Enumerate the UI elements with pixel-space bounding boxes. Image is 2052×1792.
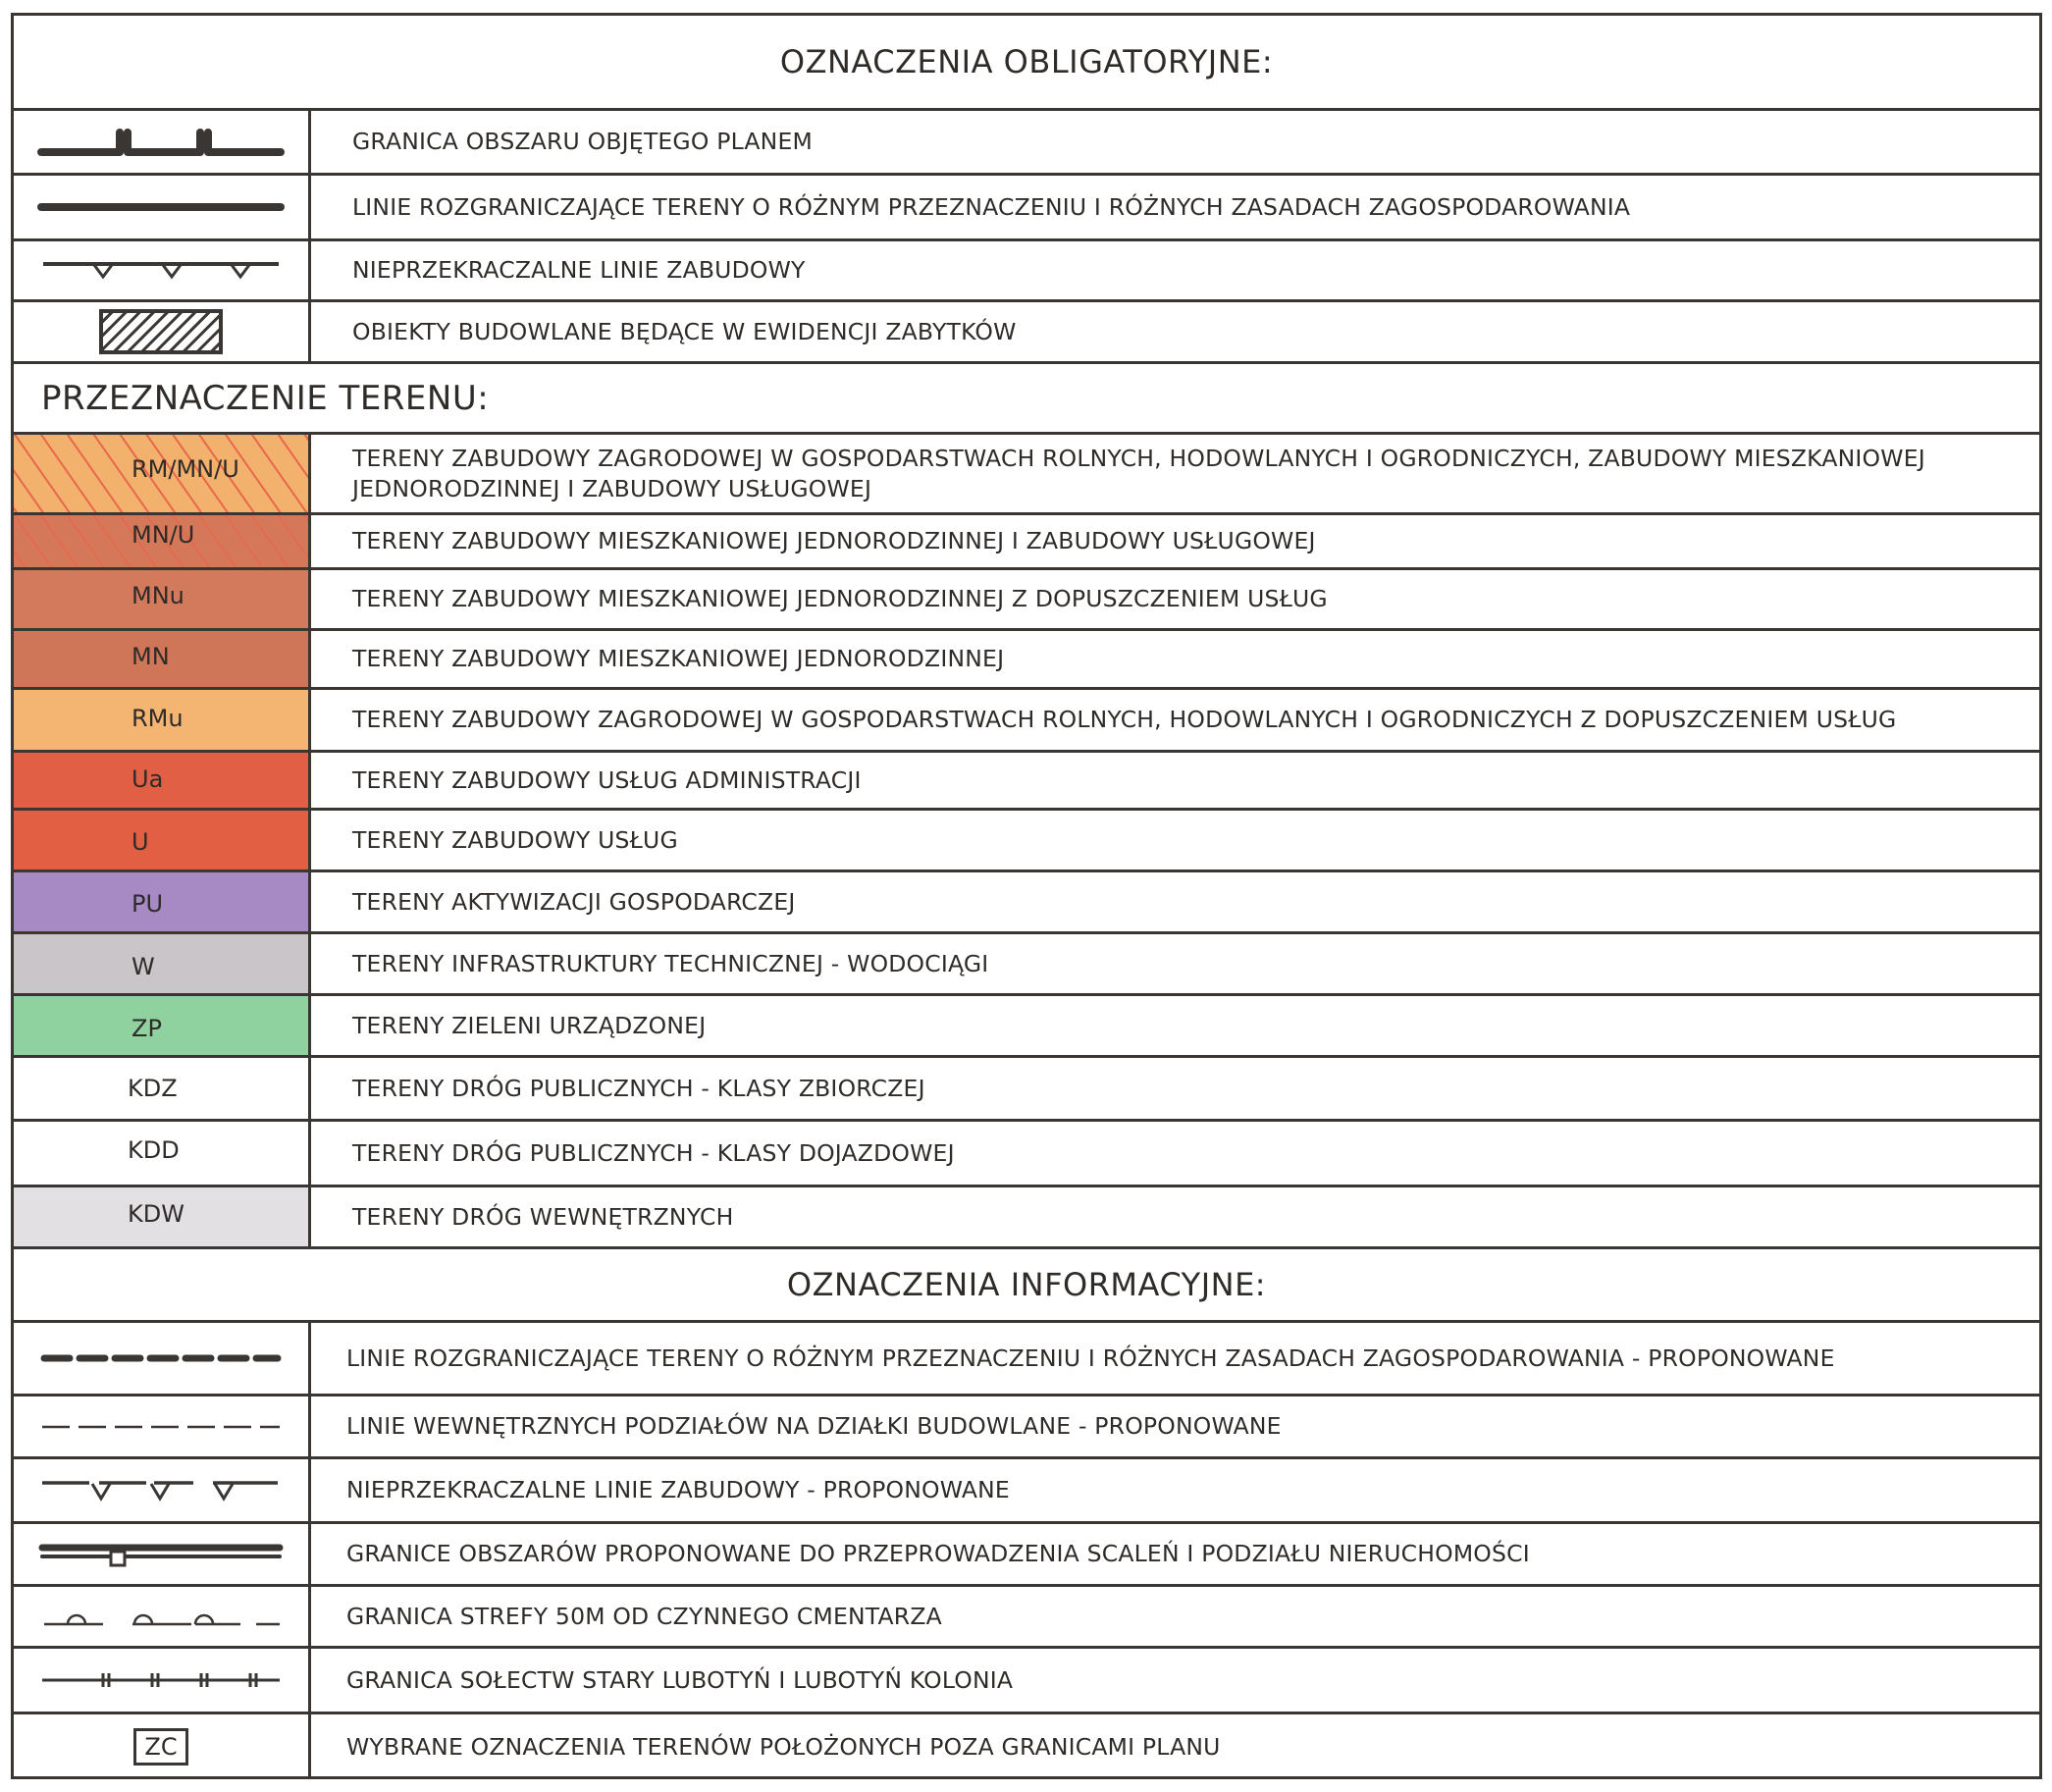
thin-dashed-line-icon — [14, 1397, 311, 1456]
hatched-rectangle-icon — [14, 302, 311, 361]
legend-label: TERENY ZABUDOWY MIESZKANIOWEJ JEDNORODZINNEJ Z DOPUSZCZENIEM USŁUG — [352, 585, 1328, 612]
land-use-row — [14, 690, 2039, 753]
land-use-title: PRZEZNACZENIE TERENU: — [41, 378, 490, 418]
legend-row — [14, 1714, 2039, 1779]
legend-label-line: JEDNORODZINNEJ I ZABUDOWY USŁUGOWEJ — [352, 474, 872, 502]
land-use-swatch-pu — [14, 872, 311, 931]
land-use-code: KDZ — [128, 1075, 178, 1102]
land-use-header — [14, 364, 2039, 435]
legend-label: TERENY ZABUDOWY USŁUG ADMINISTRACJI — [352, 765, 862, 794]
land-use-code: MNu — [132, 581, 184, 609]
land-use-row — [14, 753, 2039, 811]
legend-row — [14, 1323, 2039, 1397]
land-use-row — [14, 934, 2039, 996]
legend-row — [14, 1524, 2039, 1587]
land-use-row — [14, 1058, 2039, 1122]
legend-row — [14, 1587, 2039, 1649]
land-use-code: RM/MN/U — [132, 454, 239, 483]
double-line-with-square-icon — [14, 1524, 311, 1584]
land-use-swatch-mn-u — [14, 515, 311, 567]
line-with-ticks-icon — [14, 1649, 311, 1712]
land-use-row — [14, 872, 2039, 934]
legend-label: LINIE ROZGRANICZAJĄCE TERENY O RÓŻNYM PRZEZNACZENIU I RÓŻNYCH ZASADACH ZAGOSPODAROWANIA — [352, 192, 1631, 221]
legend-label: TERENY ZABUDOWY MIESZKANIOWEJ JEDNORODZINNEJ — [352, 645, 1005, 672]
land-use-code: W — [132, 953, 155, 980]
land-use-swatch-rm-mn-u — [14, 435, 311, 512]
plan-boundary-line-icon — [14, 111, 311, 173]
land-use-row — [14, 435, 2039, 515]
boxed-code-icon — [14, 1714, 311, 1779]
zone-code-box: ZC — [133, 1728, 187, 1766]
legend-label: TERENY INFRASTRUKTURY TECHNICZNEJ - WODOCIĄGI — [352, 949, 989, 977]
legend-label — [311, 435, 2039, 512]
thick-dashed-line-icon — [14, 1323, 311, 1394]
legend-label: TERENY DRÓG WEWNĘTRZNYCH — [352, 1202, 734, 1231]
legend-label: OBIEKTY BUDOWLANE BĘDĄCE W EWIDENCJI ZABYTKÓW — [352, 317, 1017, 345]
legend-label: TERENY ZABUDOWY ZAGRODOWEJ W GOSPODARSTWACH ROLNYCH, HODOWLANYCH I OGRODNICZYCH Z DOPUSZCZENIEM USŁUG — [352, 706, 1897, 733]
legend-row — [14, 1649, 2039, 1714]
land-use-code: KDW — [128, 1200, 184, 1228]
legend-label: GRANICA STREFY 50M OD CZYNNEGO CMENTARZA — [346, 1602, 942, 1630]
legend-label: WYBRANE OZNACZENIA TERENÓW POŁOŻONYCH POZA GRANICAMI PLANU — [346, 1732, 1221, 1761]
building-line-triangles-icon — [14, 241, 311, 299]
land-use-code: MN/U — [132, 520, 195, 549]
land-use-swatch-zp — [14, 996, 311, 1055]
land-use-swatch-mnu — [14, 570, 311, 628]
land-use-swatch-kdw — [14, 1187, 311, 1246]
legend-label: NIEPRZEKRACZALNE LINIE ZABUDOWY - PROPONOWANE — [346, 1476, 1010, 1503]
land-use-code: KDD — [128, 1136, 180, 1164]
legend-frame — [11, 13, 2042, 1779]
legend-row — [14, 241, 2039, 302]
legend-label: GRANICE OBSZARÓW PROPONOWANE DO PRZEPROWADZENIA SCALEŃ I PODZIAŁU NIERUCHOMOŚCI — [346, 1540, 1530, 1567]
land-use-code: RMu — [132, 704, 184, 732]
land-use-swatch-u — [14, 811, 311, 870]
land-use-code: ZP — [132, 1015, 162, 1042]
land-use-code: Ua — [132, 765, 164, 793]
land-use-swatch-w — [14, 934, 311, 993]
obligatory-title: OZNACZENIA OBLIGATORYJNE: — [779, 43, 1274, 80]
legend-label: TERENY ZABUDOWY MIESZKANIOWEJ JEDNORODZINNEJ I ZABUDOWY USŁUGOWEJ — [352, 527, 1316, 554]
legend-label: NIEPRZEKRACZALNE LINIE ZABUDOWY — [352, 256, 806, 284]
solid-demarcation-line-icon — [14, 176, 311, 238]
legend-label: TERENY ZIELENI URZĄDZONEJ — [352, 1011, 707, 1039]
land-use-row — [14, 1122, 2039, 1187]
legend-row — [14, 302, 2039, 364]
legend-label: LINIE WEWNĘTRZNYCH PODZIAŁÓW NA DZIAŁKI BUDOWLANE - PROPONOWANE — [346, 1412, 1282, 1440]
land-use-swatch-mn — [14, 631, 311, 687]
legend-row — [14, 1459, 2039, 1524]
land-use-row — [14, 996, 2039, 1058]
informative-header — [14, 1249, 2039, 1323]
legend-label-line: TERENY ZABUDOWY ZAGRODOWEJ W GOSPODARSTWACH ROLNYCH, HODOWLANYCH I OGRODNICZYCH, ZABUDOWY MIESZKANIOWEJ — [352, 444, 1925, 472]
land-use-swatch-kdd — [14, 1122, 311, 1185]
land-use-row — [14, 1187, 2039, 1249]
land-use-row — [14, 811, 2039, 872]
land-use-code: U — [132, 828, 149, 856]
land-use-code: PU — [132, 890, 164, 918]
legend-row — [14, 111, 2039, 176]
land-use-swatch-kdz — [14, 1058, 311, 1119]
informative-title: OZNACZENIA INFORMACYJNE: — [786, 1266, 1267, 1303]
legend-label: GRANICA OBSZARU OBJĘTEGO PLANEM — [352, 128, 813, 155]
land-use-row — [14, 570, 2039, 631]
legend-label: GRANICA SOŁECTW STARY LUBOTYŃ I LUBOTYŃ KOLONIA — [346, 1665, 1014, 1694]
dashed-building-line-triangles-icon — [14, 1459, 311, 1521]
land-use-swatch-ua — [14, 753, 311, 808]
land-use-row — [14, 631, 2039, 690]
legend-row — [14, 1397, 2039, 1459]
legend-label: TERENY AKTYWIZACJI GOSPODARCZEJ — [352, 887, 796, 916]
line-with-semicircles-icon — [14, 1587, 311, 1646]
obligatory-header — [14, 16, 2039, 111]
land-use-row — [14, 515, 2039, 570]
legend-label: TERENY ZABUDOWY USŁUG — [352, 825, 678, 854]
legend-label: TERENY DRÓG PUBLICZNYCH - KLASY DOJAZDOWEJ — [352, 1138, 955, 1167]
land-use-swatch-rmu — [14, 690, 311, 750]
land-use-code: MN — [132, 642, 170, 670]
legend-label: TERENY DRÓG PUBLICZNYCH - KLASY ZBIORCZEJ — [352, 1074, 925, 1102]
legend-label: LINIE ROZGRANICZAJĄCE TERENY O RÓŻNYM PRZEZNACZENIU I RÓŻNYCH ZASADACH ZAGOSPODAROWANIA - PROPONOWANE — [346, 1344, 1835, 1372]
legend-row — [14, 176, 2039, 241]
